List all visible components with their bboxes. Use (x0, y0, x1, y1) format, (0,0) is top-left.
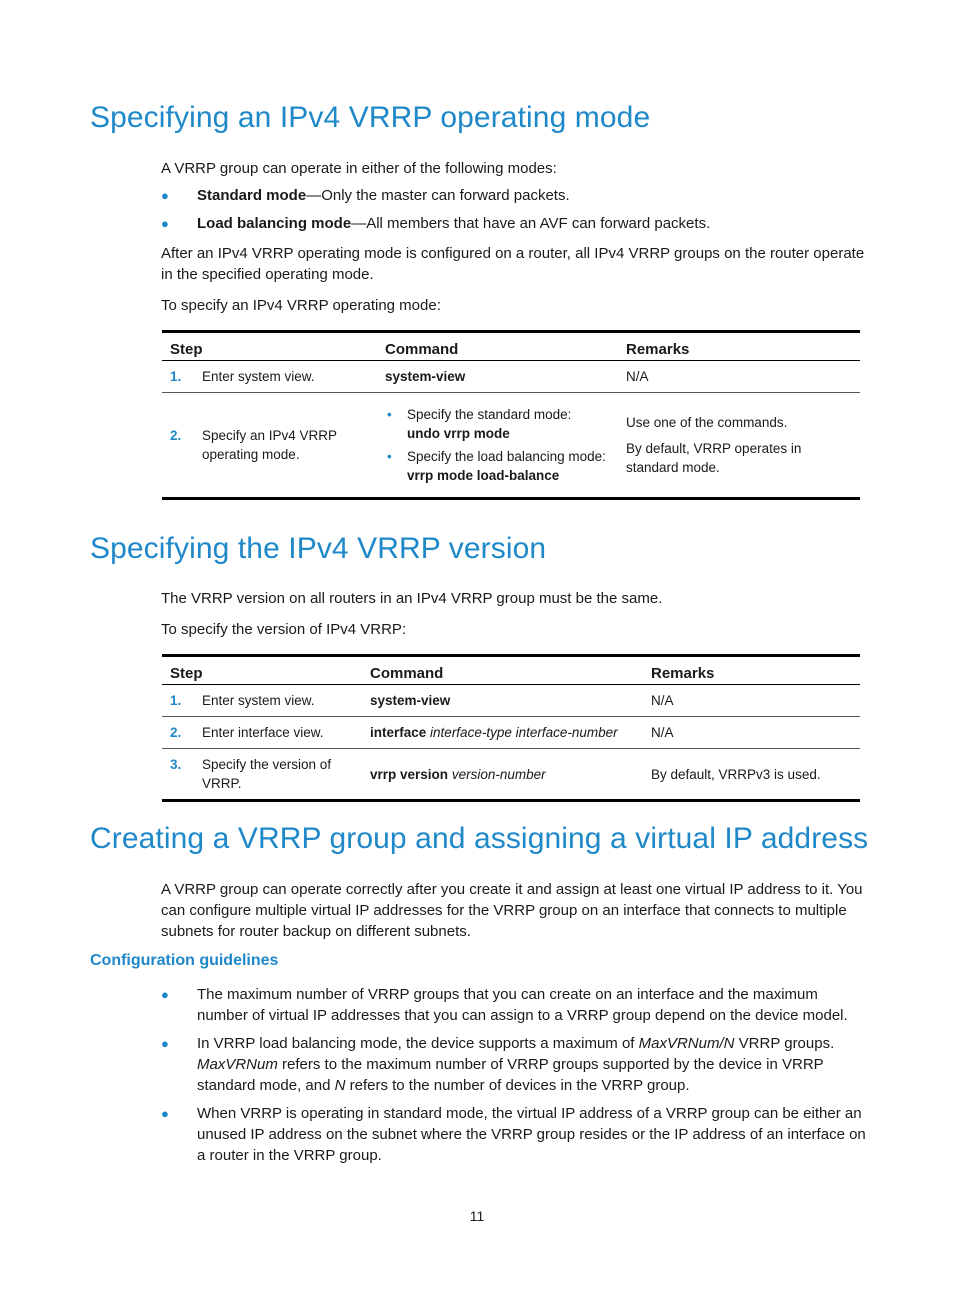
col-command: Command (377, 332, 618, 361)
option-text: Specify the standard mode: (407, 407, 572, 422)
command-args: interface-type interface-number (430, 725, 618, 740)
bullet-icon: ● (161, 987, 169, 1002)
remarks: By default, VRRPv3 is used. (651, 766, 821, 782)
definition: —Only the master can forward packets. (306, 187, 570, 204)
operating-mode-intro: A VRRP group can operate in either of the following modes: (161, 160, 557, 177)
command: undo vrrp mode (407, 426, 510, 441)
term: Load balancing mode (197, 215, 352, 232)
step-desc: Specify the version of VRRP. (202, 757, 332, 791)
command: system-view (370, 693, 451, 708)
step-number: 3. (170, 757, 182, 772)
list-item (385, 405, 610, 443)
command: vrrp version (370, 766, 449, 782)
table-row (162, 685, 860, 717)
guideline-text: The maximum number of VRRP groups that you can create on an interface and the maximum number of virtual IP addresses that you can assign to a VRRP group depend on the device model. (197, 986, 848, 1024)
table-row (162, 717, 860, 749)
step-number: 1. (170, 369, 182, 384)
operating-mode-lead: To specify an IPv4 VRRP operating mode: (161, 297, 441, 314)
guideline-text: When VRRP is operating in standard mode, the virtual IP address of a VRRP group can be either an unused IP address on the subnet where the VRRP group resides or the IP address of an interface on a router in the VRRP group. (197, 1105, 866, 1164)
remarks: N/A (626, 369, 649, 384)
table-row (162, 393, 860, 499)
col-remarks: Remarks (618, 332, 860, 361)
step-number: 2. (170, 725, 182, 740)
step-number: 2. (170, 428, 182, 443)
col-step: Step (162, 332, 377, 361)
step-number: 1. (170, 693, 182, 708)
section-title-operating-mode: Specifying an IPv4 VRRP operating mode (90, 101, 651, 134)
bullet-icon: ● (161, 188, 169, 203)
table-header (162, 332, 860, 361)
step-desc: Enter system view. (202, 369, 315, 384)
remarks: N/A (651, 693, 674, 708)
operating-mode-table (162, 330, 860, 500)
term: Standard mode (197, 187, 307, 204)
section-title-create-group: Creating a VRRP group and assigning a virtual IP address (90, 822, 869, 855)
step-desc: Enter system view. (202, 693, 315, 708)
remarks: Use one of the commands. (626, 415, 788, 430)
command: interface (370, 725, 427, 740)
page-number: 11 (469, 1208, 485, 1224)
list-item (385, 447, 610, 485)
vrrp-version-table (162, 654, 860, 802)
section-title-vrrp-version: Specifying the IPv4 VRRP version (90, 532, 547, 565)
table-row (162, 749, 860, 801)
definition: —All members that have an AVF can forward packets. (351, 215, 711, 232)
command: vrrp mode load-balance (407, 468, 560, 483)
bullet-icon: ● (161, 216, 169, 231)
option-text: Specify the load balancing mode: (407, 449, 606, 464)
subsection-title-guidelines: Configuration guidelines (90, 952, 279, 969)
operating-mode-paragraph: After an IPv4 VRRP operating mode is configured on a router, all IPv4 VRRP groups on the router operate in the specified operating mode. (161, 245, 865, 283)
col-remarks: Remarks (643, 656, 860, 685)
remarks: N/A (651, 725, 674, 740)
table-row (162, 361, 860, 393)
create-group-paragraph: A VRRP group can operate correctly after you create it and assign at least one virtual IP address to it. You can configure multiple virtual IP addresses for the VRRP group on an interface that connects to multiple subnets for router backup on different subnets. (161, 881, 863, 940)
guideline-text: In VRRP load balancing mode, the device supports a maximum of MaxVRNum/N VRRP groups. MaxVRNum refers to the maximum number of VRRP groups supported by the device in VRRP standard mode, and N refers to the number of devices in the VRRP group. (197, 1035, 835, 1094)
remarks: By default, VRRP operates in standard mode. (626, 441, 802, 475)
col-command: Command (362, 656, 643, 685)
col-step: Step (162, 656, 362, 685)
bullet-icon: ● (161, 1106, 169, 1121)
command-args: version-number (451, 766, 546, 782)
command: system-view (385, 369, 466, 384)
vrrp-version-paragraph: The VRRP version on all routers in an IPv4 VRRP group must be the same. (161, 590, 663, 607)
vrrp-version-lead: To specify the version of IPv4 VRRP: (161, 621, 407, 638)
bullet-icon: ● (161, 1036, 169, 1051)
step-desc: Enter interface view. (202, 725, 324, 740)
table-header (162, 656, 860, 685)
step-desc: Specify an IPv4 VRRP operating mode. (202, 428, 337, 462)
